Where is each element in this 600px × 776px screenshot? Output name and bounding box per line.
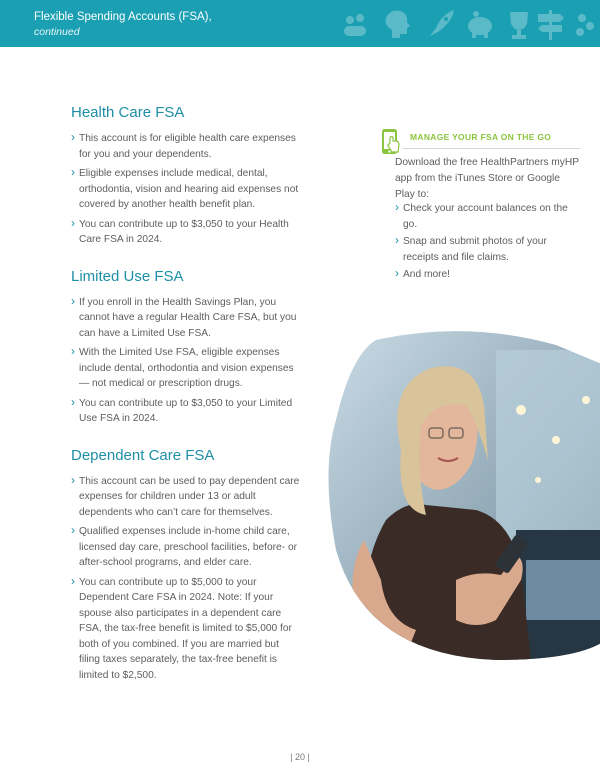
limited-use-fsa-heading: Limited Use FSA [71, 267, 184, 285]
signpost-icon [538, 10, 564, 40]
manage-fsa-list [395, 201, 580, 285]
list-item: › Snap and submit photos of your receipts and file claims. [395, 234, 580, 265]
list-item: › If you enroll in the Health Savings Plan, you cannot have a regular Health Care FSA, but you can have a Limited Use FSA. [71, 295, 301, 342]
dependent-care-fsa-heading: Dependent Care FSA [71, 446, 215, 464]
list-item: › You can contribute up to $5,000 to your Dependent Care FSA in 2024. Note: If your spouse also participates in a dependent care FSA, the tax-free benefit is limited to $5,000 for both of you combined. If you are married but filing taxes separately, the tax-free benefit is limited to $2,500. [71, 575, 301, 684]
health-care-fsa-heading: Health Care FSA [71, 104, 185, 121]
head-icon [386, 11, 410, 38]
list-item: › Qualified expenses include in-home child care, licensed day care, preschool facilities, before- or after-school programs, and elder care. [71, 524, 301, 571]
coins-icon [576, 14, 594, 36]
woman-using-phone-photo [326, 330, 600, 660]
header-decorative-icons [330, 6, 600, 44]
list-item: › Check your account balances on the go. [395, 201, 580, 232]
fsa-sections [71, 104, 301, 687]
list-item: › Eligible expenses include medical, dental, orthodontia, vision and hearing aid expenses not covered by another health benefit plan. [71, 166, 301, 213]
header-subtitle: continued [34, 26, 80, 38]
list-item: › With the Limited Use FSA, eligible expenses include dental, orthodontia and vision expenses — not medical or prescription drugs. [71, 345, 301, 392]
page-number: | 20 | [290, 752, 310, 762]
list-item: › And more! [395, 267, 580, 283]
list-item: › You can contribute up to $3,050 to your Health Care FSA in 2024. [71, 217, 301, 248]
dependent-care-fsa-list [71, 474, 301, 684]
trophy-icon [510, 12, 528, 39]
limited-use-fsa-list [71, 295, 301, 427]
manage-fsa-title: MANAGE YOUR FSA ON THE GO [410, 132, 552, 142]
people-icon [344, 14, 366, 36]
list-item: › This account is for eligible health care expenses for you and your dependents. [71, 131, 301, 162]
list-item: › This account can be used to pay dependent care expenses for children under 13 or adult dependents who can’t care for themselves. [71, 474, 301, 521]
health-care-fsa-list [71, 131, 301, 248]
piggy-bank-icon [468, 11, 492, 38]
list-item: › You can contribute up to $3,050 to your Limited Use FSA in 2024. [71, 396, 301, 427]
phone-icon [380, 128, 402, 158]
header-banner [0, 0, 600, 47]
divider [402, 148, 580, 149]
manage-fsa-intro: Download the free HealthPartners myHP app from the iTunes Store or Google Play to: [395, 157, 579, 200]
rocket-icon [430, 10, 454, 36]
header-title: Flexible Spending Accounts (FSA), [34, 11, 212, 23]
